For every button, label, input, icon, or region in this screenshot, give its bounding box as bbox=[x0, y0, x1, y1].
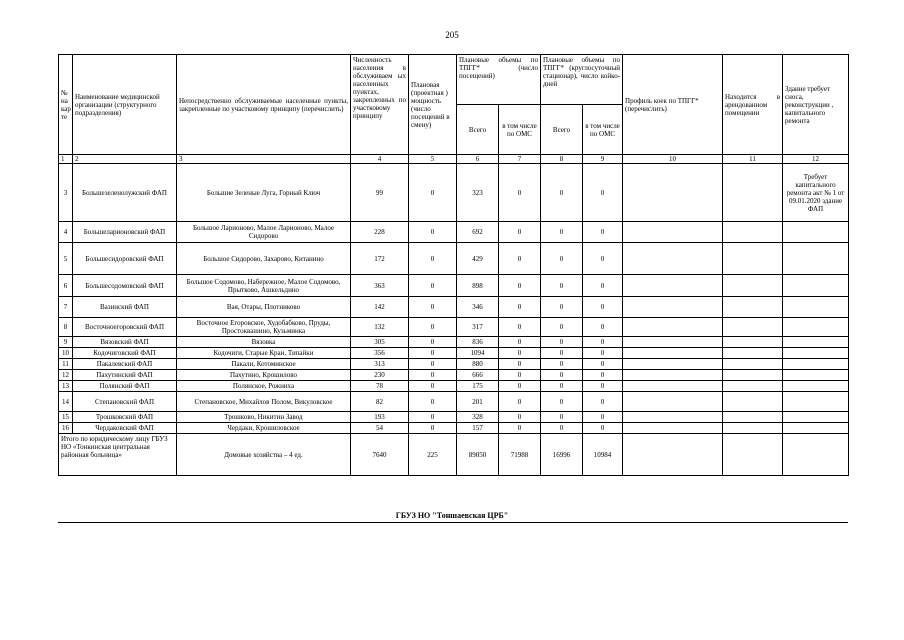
row-organization: Большезеленолужский ФАП bbox=[73, 164, 177, 222]
col-number: 10 bbox=[623, 155, 723, 164]
row-rented bbox=[723, 370, 783, 381]
row-population: 132 bbox=[351, 318, 409, 337]
row-capacity: 0 bbox=[409, 222, 457, 243]
row-capacity: 0 bbox=[409, 275, 457, 297]
row-population: 305 bbox=[351, 337, 409, 348]
row-bed-profile bbox=[623, 275, 723, 297]
row-capacity: 0 bbox=[409, 164, 457, 222]
table-row bbox=[59, 297, 849, 318]
row-rented bbox=[723, 222, 783, 243]
col-number: 12 bbox=[783, 155, 849, 164]
header-bed-profile: Профиль коек по ТПГГ* (перечислить) bbox=[623, 55, 723, 155]
row-population: 172 bbox=[351, 243, 409, 275]
row-visits-oms: 0 bbox=[499, 164, 541, 222]
footer-organization: ГБУЗ НО "Тоншаевская ЦРБ" bbox=[395, 511, 509, 520]
header-places: Непосредственно обслуживаемые населенные пункты, закрепленные по участковому принципу (перечислить) bbox=[177, 55, 351, 155]
row-repair: Требует капитального ремонта акт № 1 от 09.01.2020 здание ФАП bbox=[783, 164, 849, 222]
table-row bbox=[59, 275, 849, 297]
row-beds-total: 0 bbox=[541, 275, 583, 297]
row-places: Чердаки, Крошиловское bbox=[177, 423, 351, 434]
row-places: Большое Содомово, Набережное, Малое Содомово, Прытково, Ашкельдино bbox=[177, 275, 351, 297]
row-number: 13 bbox=[59, 381, 73, 392]
row-beds-oms: 0 bbox=[583, 348, 623, 359]
row-bed-profile bbox=[623, 164, 723, 222]
row-beds-total: 0 bbox=[541, 164, 583, 222]
row-visits-total: 692 bbox=[457, 222, 499, 243]
row-beds-total: 0 bbox=[541, 381, 583, 392]
row-places: Большое Ларионово, Малое Ларионово, Малое Сидорово bbox=[177, 222, 351, 243]
row-beds-total: 0 bbox=[541, 243, 583, 275]
row-visits-total: 323 bbox=[457, 164, 499, 222]
table-row bbox=[59, 318, 849, 337]
row-beds-oms: 0 bbox=[583, 243, 623, 275]
row-bed-profile bbox=[623, 423, 723, 434]
row-capacity: 0 bbox=[409, 392, 457, 412]
total-row bbox=[59, 434, 849, 476]
row-beds-total: 0 bbox=[541, 370, 583, 381]
row-visits-oms: 0 bbox=[499, 359, 541, 370]
row-visits-oms: 0 bbox=[499, 412, 541, 423]
row-number: 14 bbox=[59, 392, 73, 412]
row-number: 12 bbox=[59, 370, 73, 381]
row-places: Вая, Отары, Плотниково bbox=[177, 297, 351, 318]
row-repair bbox=[783, 275, 849, 297]
row-beds-total: 0 bbox=[541, 318, 583, 337]
row-capacity: 0 bbox=[409, 359, 457, 370]
row-population: 78 bbox=[351, 381, 409, 392]
header-repair: Здание требует сноса, реконструкции , капитального ремонта bbox=[783, 55, 849, 155]
row-capacity: 0 bbox=[409, 412, 457, 423]
row-capacity: 0 bbox=[409, 370, 457, 381]
row-bed-profile bbox=[623, 297, 723, 318]
row-repair bbox=[783, 318, 849, 337]
row-visits-total: 201 bbox=[457, 392, 499, 412]
total-repair bbox=[783, 434, 849, 476]
total-capacity: 225 bbox=[409, 434, 457, 476]
row-population: 99 bbox=[351, 164, 409, 222]
row-places: Пахутино, Крошилово bbox=[177, 370, 351, 381]
row-bed-profile bbox=[623, 381, 723, 392]
row-visits-total: 1094 bbox=[457, 348, 499, 359]
row-repair bbox=[783, 337, 849, 348]
header-population: Численность населения в обслуживаем ых населенных пунктах, закрепленных по участковому принципу bbox=[351, 55, 409, 155]
row-number: 4 bbox=[59, 222, 73, 243]
row-repair bbox=[783, 222, 849, 243]
row-rented bbox=[723, 318, 783, 337]
col-number: 5 bbox=[409, 155, 457, 164]
row-capacity: 0 bbox=[409, 243, 457, 275]
header-row bbox=[59, 55, 849, 105]
row-rented bbox=[723, 423, 783, 434]
row-repair bbox=[783, 348, 849, 359]
row-places: Степановское, Михайлов Полом, Викуловское bbox=[177, 392, 351, 412]
row-repair bbox=[783, 412, 849, 423]
row-beds-total: 0 bbox=[541, 348, 583, 359]
row-repair bbox=[783, 297, 849, 318]
row-visits-oms: 0 bbox=[499, 275, 541, 297]
row-beds-oms: 0 bbox=[583, 412, 623, 423]
total-beds: 16996 bbox=[541, 434, 583, 476]
header-inpatient: Плановые объемы по ТПГГ* (круглосуточный стационар), число койко-дней bbox=[541, 55, 623, 105]
row-repair bbox=[783, 370, 849, 381]
row-places: Кодочиги, Старые Краи, Типайки bbox=[177, 348, 351, 359]
row-rented bbox=[723, 381, 783, 392]
row-visits-oms: 0 bbox=[499, 392, 541, 412]
header-capacity: Плановая (проектная ) мощность (число посещений в смену) bbox=[409, 55, 457, 155]
total-visits-oms: 71988 bbox=[499, 434, 541, 476]
header-visits-oms: в том числе по ОМС bbox=[499, 105, 541, 155]
table-row bbox=[59, 243, 849, 275]
table-row bbox=[59, 348, 849, 359]
total-bed-profile bbox=[623, 434, 723, 476]
row-population: 356 bbox=[351, 348, 409, 359]
row-number: 6 bbox=[59, 275, 73, 297]
row-visits-oms: 0 bbox=[499, 243, 541, 275]
row-organization: Кодочиговский ФАП bbox=[73, 348, 177, 359]
row-visits-total: 880 bbox=[457, 359, 499, 370]
row-number: 9 bbox=[59, 337, 73, 348]
row-beds-oms: 0 bbox=[583, 392, 623, 412]
row-population: 193 bbox=[351, 412, 409, 423]
row-beds-total: 0 bbox=[541, 412, 583, 423]
row-beds-oms: 0 bbox=[583, 359, 623, 370]
header-beds-total: Всего bbox=[541, 105, 583, 155]
row-visits-oms: 0 bbox=[499, 222, 541, 243]
row-bed-profile bbox=[623, 337, 723, 348]
col-number: 3 bbox=[177, 155, 351, 164]
col-number: 1 bbox=[59, 155, 73, 164]
row-capacity: 0 bbox=[409, 381, 457, 392]
row-rented bbox=[723, 392, 783, 412]
row-population: 363 bbox=[351, 275, 409, 297]
row-bed-profile bbox=[623, 412, 723, 423]
row-organization: Большеларионовский ФАП bbox=[73, 222, 177, 243]
row-number: 16 bbox=[59, 423, 73, 434]
table-row bbox=[59, 164, 849, 222]
row-places: Большое Сидорово, Захарово, Китанино bbox=[177, 243, 351, 275]
row-visits-total: 898 bbox=[457, 275, 499, 297]
row-visits-oms: 0 bbox=[499, 318, 541, 337]
row-places: Трошково, Никитин Завод bbox=[177, 412, 351, 423]
total-rented bbox=[723, 434, 783, 476]
row-places: Полянское, Рожниха bbox=[177, 381, 351, 392]
row-places: Большие Зеленые Луга, Горный Ключ bbox=[177, 164, 351, 222]
table-row bbox=[59, 370, 849, 381]
row-organization: Вазинский ФАП bbox=[73, 297, 177, 318]
row-rented bbox=[723, 164, 783, 222]
row-places: Пакали, Котоминское bbox=[177, 359, 351, 370]
row-beds-total: 0 bbox=[541, 337, 583, 348]
row-visits-oms: 0 bbox=[499, 297, 541, 318]
row-rented bbox=[723, 337, 783, 348]
row-beds-oms: 0 bbox=[583, 222, 623, 243]
header-beds-oms: в том числе по ОМС bbox=[583, 105, 623, 155]
row-visits-oms: 0 bbox=[499, 370, 541, 381]
row-population: 230 bbox=[351, 370, 409, 381]
row-bed-profile bbox=[623, 370, 723, 381]
table-row bbox=[59, 412, 849, 423]
row-beds-total: 0 bbox=[541, 392, 583, 412]
row-beds-oms: 0 bbox=[583, 275, 623, 297]
table-row bbox=[59, 337, 849, 348]
row-capacity: 0 bbox=[409, 297, 457, 318]
total-visits: 89050 bbox=[457, 434, 499, 476]
row-population: 313 bbox=[351, 359, 409, 370]
table-row bbox=[59, 423, 849, 434]
col-number: 2 bbox=[73, 155, 177, 164]
facilities-table bbox=[58, 54, 849, 476]
row-repair bbox=[783, 243, 849, 275]
row-rented bbox=[723, 359, 783, 370]
row-bed-profile bbox=[623, 318, 723, 337]
row-rented bbox=[723, 348, 783, 359]
row-rented bbox=[723, 412, 783, 423]
header-num: № на кар те bbox=[59, 55, 73, 155]
row-organization: Большесидоровский ФАП bbox=[73, 243, 177, 275]
row-rented bbox=[723, 243, 783, 275]
row-population: 82 bbox=[351, 392, 409, 412]
row-number: 11 bbox=[59, 359, 73, 370]
row-beds-oms: 0 bbox=[583, 370, 623, 381]
total-label: Итого по юридическому лицу ГБУЗ НО «Тонкинская центральная районная больница» bbox=[59, 434, 177, 476]
row-number: 15 bbox=[59, 412, 73, 423]
row-visits-total: 836 bbox=[457, 337, 499, 348]
col-number: 11 bbox=[723, 155, 783, 164]
row-beds-total: 0 bbox=[541, 423, 583, 434]
row-organization: Полянский ФАП bbox=[73, 381, 177, 392]
header-rented: Находится в арендованном помещении bbox=[723, 55, 783, 155]
row-beds-total: 0 bbox=[541, 297, 583, 318]
row-repair bbox=[783, 423, 849, 434]
row-organization: Степановский ФАП bbox=[73, 392, 177, 412]
row-capacity: 0 bbox=[409, 348, 457, 359]
column-number-row bbox=[59, 155, 849, 164]
total-population: 7640 bbox=[351, 434, 409, 476]
row-visits-total: 317 bbox=[457, 318, 499, 337]
header-outpatient: Плановые объемы по ТПГГ* (число посещений) bbox=[457, 55, 541, 105]
row-organization: Чердаковский ФАП bbox=[73, 423, 177, 434]
row-organization: Пахутинский ФАП bbox=[73, 370, 177, 381]
row-capacity: 0 bbox=[409, 337, 457, 348]
row-repair bbox=[783, 381, 849, 392]
row-rented bbox=[723, 297, 783, 318]
row-organization: Пакалевский ФАП bbox=[73, 359, 177, 370]
row-bed-profile bbox=[623, 243, 723, 275]
row-beds-oms: 0 bbox=[583, 381, 623, 392]
row-visits-total: 157 bbox=[457, 423, 499, 434]
row-population: 54 bbox=[351, 423, 409, 434]
total-beds-oms: 10984 bbox=[583, 434, 623, 476]
row-repair bbox=[783, 392, 849, 412]
row-places: Восточное Егоровское, Худобабково, Пруды, Простоквашино, Кузьминка bbox=[177, 318, 351, 337]
col-number: 7 bbox=[499, 155, 541, 164]
row-capacity: 0 bbox=[409, 423, 457, 434]
table-row bbox=[59, 381, 849, 392]
row-capacity: 0 bbox=[409, 318, 457, 337]
row-places: Вязовка bbox=[177, 337, 351, 348]
row-visits-total: 328 bbox=[457, 412, 499, 423]
row-repair bbox=[783, 359, 849, 370]
table-row bbox=[59, 392, 849, 412]
col-number: 6 bbox=[457, 155, 499, 164]
col-number: 4 bbox=[351, 155, 409, 164]
row-visits-oms: 0 bbox=[499, 348, 541, 359]
row-organization: Вязовский ФАП bbox=[73, 337, 177, 348]
row-visits-total: 346 bbox=[457, 297, 499, 318]
row-organization: Восточноегоровский ФАП bbox=[73, 318, 177, 337]
row-bed-profile bbox=[623, 348, 723, 359]
row-visits-oms: 0 bbox=[499, 423, 541, 434]
total-places: Домовые хозяйства – 4 ед. bbox=[177, 434, 351, 476]
row-visits-total: 666 bbox=[457, 370, 499, 381]
row-beds-oms: 0 bbox=[583, 297, 623, 318]
row-visits-oms: 0 bbox=[499, 381, 541, 392]
row-beds-total: 0 bbox=[541, 359, 583, 370]
row-number: 7 bbox=[59, 297, 73, 318]
row-beds-total: 0 bbox=[541, 222, 583, 243]
row-organization: Большесодомовский ФАП bbox=[73, 275, 177, 297]
col-number: 9 bbox=[583, 155, 623, 164]
row-beds-oms: 0 bbox=[583, 423, 623, 434]
row-beds-oms: 0 bbox=[583, 318, 623, 337]
row-number: 10 bbox=[59, 348, 73, 359]
row-beds-oms: 0 bbox=[583, 337, 623, 348]
col-number: 8 bbox=[541, 155, 583, 164]
header-org: Наименование медицинской организации (структурного подразделения) bbox=[73, 55, 177, 155]
row-beds-oms: 0 bbox=[583, 164, 623, 222]
header-visits-total: Всего bbox=[457, 105, 499, 155]
footer-divider bbox=[58, 522, 848, 523]
row-bed-profile bbox=[623, 392, 723, 412]
table-row bbox=[59, 359, 849, 370]
row-bed-profile bbox=[623, 222, 723, 243]
row-visits-oms: 0 bbox=[499, 337, 541, 348]
table-body bbox=[59, 164, 849, 476]
row-population: 142 bbox=[351, 297, 409, 318]
row-visits-total: 175 bbox=[457, 381, 499, 392]
row-number: 5 bbox=[59, 243, 73, 275]
table-row bbox=[59, 222, 849, 243]
row-visits-total: 429 bbox=[457, 243, 499, 275]
row-rented bbox=[723, 275, 783, 297]
row-number: 8 bbox=[59, 318, 73, 337]
row-population: 228 bbox=[351, 222, 409, 243]
row-number: 3 bbox=[59, 164, 73, 222]
row-organization: Трошковский ФАП bbox=[73, 412, 177, 423]
page-number: 205 bbox=[445, 30, 459, 40]
row-bed-profile bbox=[623, 359, 723, 370]
